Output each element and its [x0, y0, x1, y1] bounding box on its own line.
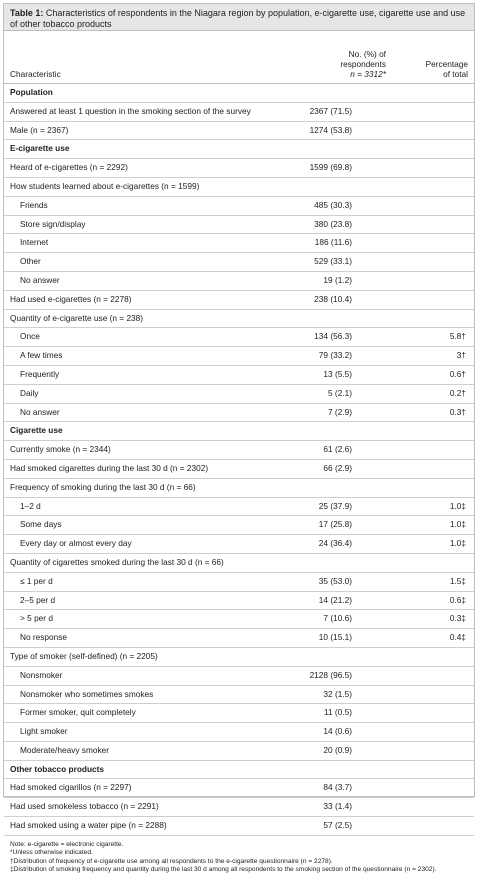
table-row [4, 817, 474, 836]
row-count: 485 (30.3) [314, 199, 352, 210]
row-count: 13 (5.5) [323, 368, 352, 379]
row-label: Other tobacco products [10, 763, 105, 774]
row-count: 2128 (96.5) [309, 669, 352, 680]
table-row [4, 216, 474, 235]
row-label: Internet [20, 237, 49, 248]
row-label: Had smoked using a water pipe (n = 2288) [10, 820, 167, 831]
row-label: Once [20, 331, 40, 342]
table-row [4, 366, 474, 385]
row-label: Store sign/display [20, 218, 86, 229]
row-label: A few times [20, 350, 63, 361]
table-row [4, 667, 474, 686]
table-row [4, 347, 474, 366]
row-percentage: 0.4‡ [449, 632, 466, 643]
row-count: 14 (21.2) [318, 594, 352, 605]
table-row [4, 234, 474, 253]
row-label: ≤ 1 per d [20, 575, 53, 586]
row-label: Had used e-cigarettes (n = 2278) [10, 293, 132, 304]
row-percentage: 1.0‡ [449, 519, 466, 530]
table-row [4, 122, 474, 141]
section-header-row [4, 761, 474, 780]
row-label: How students learned about e-cigarettes (n = 1599) [10, 180, 200, 191]
row-count: 19 (1.2) [323, 274, 352, 285]
row-label: Former smoker, quit completely [20, 707, 136, 718]
row-count: 5 (2.1) [328, 387, 352, 398]
table-row [4, 197, 474, 216]
table-row [4, 291, 474, 310]
table-header [4, 31, 474, 84]
header-respondents-line3: n = 3312* [350, 69, 386, 79]
row-label: Population [10, 87, 53, 97]
row-count: 134 (56.3) [314, 331, 352, 342]
row-label: Other [20, 256, 41, 267]
table-frame [3, 3, 475, 874]
table-body [4, 84, 474, 836]
row-label: Quantity of e-cigarette use (n = 238) [10, 312, 144, 323]
row-count: 24 (36.4) [318, 538, 352, 549]
row-count: 380 (23.8) [314, 218, 352, 229]
row-percentage: 0.6† [449, 368, 466, 379]
section-header-row [4, 84, 474, 103]
row-label: Currently smoke (n = 2344) [10, 444, 111, 455]
row-percentage: 3† [456, 350, 466, 361]
row-label: Cigarette use [10, 425, 63, 436]
row-label: No response [20, 632, 68, 643]
table-row [4, 498, 474, 517]
row-percentage: 0.3† [449, 406, 466, 417]
row-label: Male (n = 2367) [10, 124, 69, 135]
row-label: Heard of e-cigarettes (n = 2292) [10, 162, 128, 173]
row-label: Frequently [20, 368, 60, 379]
row-count: 57 (2.5) [323, 820, 352, 831]
table-notes [4, 836, 474, 880]
header-percentage-line1: Percentage [425, 59, 468, 69]
row-count: 1599 (69.8) [309, 162, 352, 173]
row-label: E-cigarette use [10, 143, 70, 154]
row-label: Light smoker [20, 726, 68, 737]
row-count: 1274 (53.8) [309, 124, 352, 135]
row-label: 2–5 per d [20, 594, 56, 605]
table-row [4, 328, 474, 347]
note-line: *Unless otherwise indicated. [10, 849, 93, 857]
caption-text: Characteristics of respondents in the Niagara region by population, e-cigarette use, cigarette use and use of other tobacco products [10, 8, 466, 29]
table-caption [4, 4, 474, 31]
table-row [4, 535, 474, 554]
table-row [4, 648, 474, 667]
header-percentage [398, 59, 468, 79]
table-row [4, 723, 474, 742]
row-count: 32 (1.5) [323, 688, 352, 699]
section-header-row [4, 140, 474, 159]
table-row [4, 441, 474, 460]
table-row [4, 554, 474, 573]
row-percentage: 1.0‡ [449, 538, 466, 549]
note-line: Note: e-cigarette = electronic cigarette. [10, 840, 124, 848]
table-row [4, 178, 474, 197]
row-count: 17 (25.8) [318, 519, 352, 530]
row-label: Every day or almost every day [20, 538, 132, 549]
table-row [4, 404, 474, 423]
row-label: Moderate/heavy smoker [20, 744, 110, 755]
header-respondents [296, 49, 386, 79]
table-row [4, 629, 474, 648]
header-characteristic: Characteristic [10, 69, 61, 79]
table-row [4, 779, 474, 798]
row-percentage: 5.8† [449, 331, 466, 342]
row-percentage: 0.2† [449, 387, 466, 398]
row-count: 186 (11.6) [314, 237, 352, 248]
row-count: 79 (33.2) [318, 350, 352, 361]
row-percentage: 0.3‡ [449, 613, 466, 624]
row-count: 238 (10.4) [314, 293, 352, 304]
table-row [4, 592, 474, 611]
table-row [4, 610, 474, 629]
header-respondents-line1: No. (%) of [348, 49, 386, 59]
table-row [4, 479, 474, 498]
table-row [4, 798, 474, 817]
row-label: Daily [20, 387, 39, 398]
header-respondents-line2: respondents [340, 59, 386, 69]
row-label: No answer [20, 274, 60, 285]
row-count: 33 (1.4) [323, 801, 352, 812]
row-label: Had smoked cigarillos (n = 2297) [10, 782, 132, 793]
row-count: 2367 (71.5) [309, 105, 352, 116]
row-percentage: 1.5‡ [449, 575, 466, 586]
table-row [4, 686, 474, 705]
row-label: Nonsmoker who sometimes smokes [20, 688, 154, 699]
row-label: Friends [20, 199, 48, 210]
row-count: 61 (2.6) [323, 444, 352, 455]
caption-prefix: Table 1: [10, 8, 44, 18]
section-header-row [4, 422, 474, 441]
table-row [4, 253, 474, 272]
row-label: Had smoked cigarettes during the last 30 d (n = 2302) [10, 462, 209, 473]
row-percentage: 1.0‡ [449, 500, 466, 511]
table-row [4, 310, 474, 329]
row-count: 20 (0.9) [323, 744, 352, 755]
table-row [4, 742, 474, 761]
row-count: 35 (53.0) [318, 575, 352, 586]
row-label: Answered at least 1 question in the smoking section of the survey [10, 105, 251, 116]
table-row [4, 103, 474, 122]
row-label: Some days [20, 519, 62, 530]
table-row [4, 272, 474, 291]
row-label: No answer [20, 406, 60, 417]
row-count: 14 (0.6) [323, 726, 352, 737]
table-row [4, 385, 474, 404]
note-line: ‡Distribution of smoking frequency and quantity during the last 30 d among all respondents to the smoking section of the questionnaire (n = 2302). [10, 866, 437, 874]
row-label: Had used smokeless tobacco (n = 2291) [10, 801, 159, 812]
table-row [4, 516, 474, 535]
row-count: 11 (0.5) [324, 707, 352, 718]
row-label: Type of smoker (self-defined) (n = 2205) [10, 650, 158, 661]
row-label: Frequency of smoking during the last 30 d (n = 66) [10, 481, 196, 492]
table-row [4, 460, 474, 479]
row-count: 529 (33.1) [314, 256, 352, 267]
row-count: 84 (3.7) [323, 782, 352, 793]
row-label: > 5 per d [20, 613, 53, 624]
row-label: Quantity of cigarettes smoked during the last 30 d (n = 66) [10, 556, 224, 567]
row-count: 25 (37.9) [318, 500, 352, 511]
row-count: 10 (15.1) [318, 632, 352, 643]
row-count: 66 (2.9) [323, 462, 352, 473]
row-label: Nonsmoker [20, 669, 63, 680]
header-percentage-line2: of total [443, 69, 468, 79]
note-line: †Distribution of frequency of e-cigarette use among all respondents to the e-cigarette questionnaire (n = 2278). [10, 857, 333, 865]
table-row [4, 159, 474, 178]
row-count: 7 (2.9) [328, 406, 352, 417]
row-label: 1–2 d [20, 500, 41, 511]
table-row [4, 704, 474, 723]
row-percentage: 0.6‡ [449, 594, 466, 605]
table-row [4, 573, 474, 592]
row-count: 7 (10.6) [323, 613, 352, 624]
